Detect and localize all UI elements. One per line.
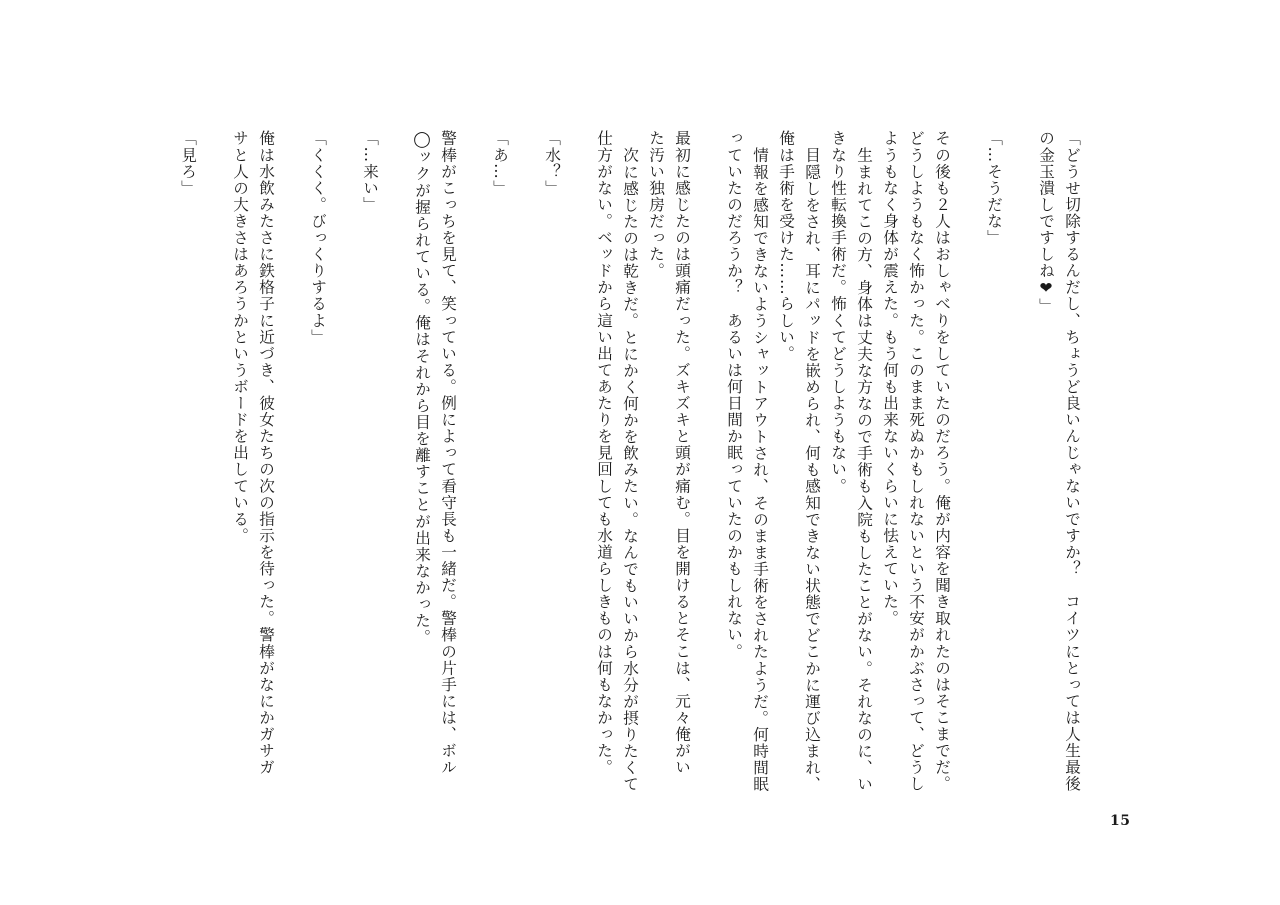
text-column: の金玉潰しですしね❤」 <box>1037 130 1055 315</box>
text-column: 「見ろ」 <box>179 130 197 197</box>
text-column: 生まれてこの方、身体は丈夫な方なので手術も入院もしたことがない。それなのに、い <box>855 147 873 793</box>
text-column: っていたのだろうか？ あるいは何日間か眠っていたのかもしれない。 <box>725 130 743 660</box>
vertical-text-block <box>134 130 1084 830</box>
text-column: 「…来い」 <box>361 130 379 213</box>
blank-column <box>332 130 356 810</box>
text-column: どうしようもなく怖かった。このまま死ぬかもしれないという不安がかぶさって、どうし <box>907 130 925 792</box>
blank-column <box>384 130 408 810</box>
text-column: ◯ックが握られている。俺はそれから目を離すことが出来なかった。 <box>413 130 431 646</box>
text-column: 最初に感じたのは頭痛だった。ズキズキと頭が痛む。目を開けるとそこは、元々俺がい <box>673 130 691 776</box>
blank-column <box>1008 130 1032 810</box>
blank-column <box>696 130 720 810</box>
blank-column <box>566 130 590 810</box>
text-column: 「くくく。びっくりするよ」 <box>309 130 327 346</box>
page-number: 15 <box>1110 813 1131 829</box>
blank-column <box>514 130 538 810</box>
text-column: 俺は水飲みたさに鉄格子に近づき、彼女たちの次の指示を待った。警棒がなにかガサガ <box>257 130 275 776</box>
blank-column <box>462 130 486 810</box>
text-column: サと人の大きさはあろうかというボードを出している。 <box>231 130 249 544</box>
text-column: 情報を感知できないようシャットアウトされ、そのまま手術をされたようだ。何時間眠 <box>751 147 769 793</box>
text-column: 次に感じたのは乾きだ。とにかく何かを飲みたい。なんでもいいから水分が摂りたくて <box>621 147 639 793</box>
text-column: 「水？」 <box>543 130 561 197</box>
text-column: きなり性転換手術だ。怖くてどうしようもない。 <box>829 130 847 495</box>
text-column: 「どうせ切除するんだし、ちょうど良いんじゃないですか？ コイツにとっては人生最後 <box>1063 130 1081 792</box>
text-column: 仕方がない。ベッドから這い出てあたりを見回しても水道らしきものは何もなかった。 <box>595 130 613 776</box>
text-column: ようもなく身体が震えた。もう何も出来ないくらいに怯えていた。 <box>881 130 899 627</box>
text-column: 「あ…」 <box>491 130 509 197</box>
text-column: 俺は手術を受けた……らしい。 <box>777 130 795 362</box>
blank-column <box>202 130 226 810</box>
text-column: 「…そうだな」 <box>985 130 1003 246</box>
text-column: 警棒がこっちを見て、笑っている。例によって看守長も一緒だ。警棒の片手には、ボル <box>439 130 457 776</box>
blank-column <box>280 130 304 810</box>
blank-column <box>956 130 980 810</box>
text-column: た汚い独房だった。 <box>647 130 665 279</box>
text-column: その後も２人はおしゃべりをしていたのだろう。俺が内容を聞き取れたのはそこまでだ。 <box>933 130 951 792</box>
text-column: 目隠しをされ、耳にパッドを嵌められ、何も感知できない状態でどこかに運び込まれ、 <box>803 147 821 793</box>
